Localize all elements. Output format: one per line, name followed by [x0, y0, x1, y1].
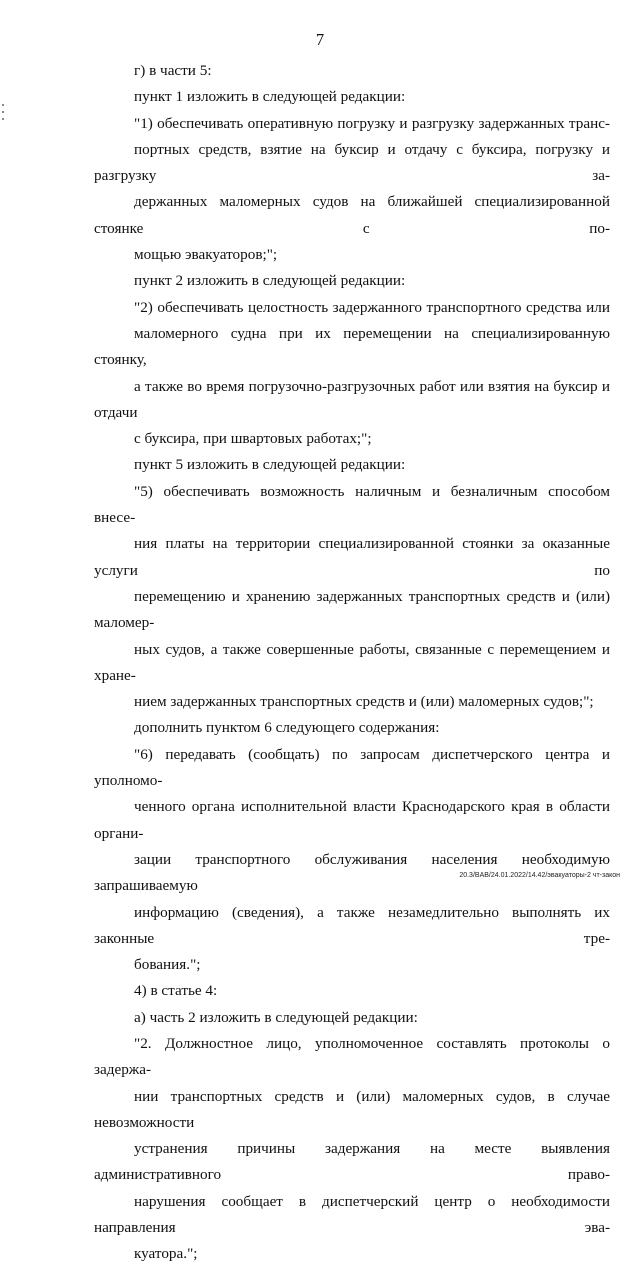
text-line: нии транспортных средств и (или) маломерных судов, в случае невозможности: [94, 1087, 610, 1131]
text-line: г) в части 5:: [134, 62, 212, 79]
text-line: ных судов, а также совершенные работы, связанные с перемещением и хране-: [94, 640, 610, 684]
text-line: маломерного судна при их перемещении на специализированную стоянку,: [94, 324, 610, 369]
text-line: ченного органа исполнительной власти Краснодарского края в области органи-: [94, 798, 610, 842]
text-line: "6) передавать (сообщать) по запросам диспетчерского центра и уполномо-: [94, 745, 610, 790]
text-line: пункт 2 изложить в следующей редакции:: [134, 272, 406, 290]
text-line: а) часть 2 изложить в следующей редакции:: [134, 1008, 418, 1026]
text-line: мощью эвакуаторов;";: [134, 246, 278, 264]
text-line: зации транспортного обслуживания населения необходимую запрашиваемую: [94, 850, 610, 895]
text-line: "2) обеспечивать целостность задержанного транспортного средства или: [134, 298, 610, 316]
text-line: пункт 5 изложить в следующей редакции:: [134, 456, 406, 474]
text-line: портных средств, взятие на буксир и отдачу с буксира, погрузку и разгрузку за-: [94, 140, 610, 185]
paragraph: [94, 452, 610, 478]
text-line: бования.";: [134, 956, 201, 974]
paragraph: [94, 978, 610, 1004]
paragraph: [94, 715, 610, 741]
text-line: перемещению и хранению задержанных транспортных средств и (или) маломер-: [94, 587, 610, 632]
text-line: с буксира, при швартовых работах;";: [134, 430, 372, 448]
paragraph: [94, 268, 610, 294]
text-line: устранения причины задержания на месте выявления административного право-: [94, 1140, 610, 1184]
text-line: информацию (сведения), а также незамедлительно выполнять их законные тре-: [94, 903, 610, 947]
paragraph: [94, 479, 610, 716]
paragraph: [94, 295, 610, 453]
text-line: нием задержанных транспортных средств и (или) маломерных судов;";: [134, 693, 594, 711]
text-line: 4) в статье 4:: [134, 982, 218, 1000]
text-line: дополнить пунктом 6 следующего содержания:: [134, 719, 440, 737]
document-footer: 20.3/BAB/24.01.2022/14.42/эвакуаторы-2 чт-закон: [459, 872, 620, 879]
page-number: 7: [315, 30, 325, 49]
paragraph: [94, 58, 610, 84]
paragraph: [94, 84, 610, 110]
document-body: [94, 58, 610, 1268]
margin-dot: [2, 118, 4, 120]
text-line: держанных маломерных судов на ближайшей специализированной стоянке с по-: [94, 193, 610, 237]
text-line: "5) обеспечивать возможность наличным и безналичным способом внесе-: [94, 482, 610, 527]
margin-mark: [2, 104, 5, 126]
paragraph: [94, 1031, 610, 1268]
paragraph: [94, 1005, 610, 1031]
text-line: куатора.";: [134, 1245, 198, 1263]
text-line: ния платы на территории специализированной стоянки за оказанные услуги по: [94, 535, 610, 579]
paragraph: [94, 742, 610, 979]
text-line: а также во время погрузочно-разгрузочных работ или взятия на буксир и отдачи: [94, 377, 610, 421]
text-line: пункт 1 изложить в следующей редакции:: [134, 88, 406, 106]
text-line: "2. Должностное лицо, уполномоченное составлять протоколы о задержа-: [94, 1034, 610, 1079]
margin-dot: [2, 111, 4, 113]
text-line: "1) обеспечивать оперативную погрузку и разгрузку задержанных транс-: [134, 114, 610, 132]
text-line: нарушения сообщает в диспетчерский центр о необходимости направления эва-: [94, 1192, 610, 1237]
paragraph: [94, 111, 610, 269]
margin-dot: [2, 104, 4, 106]
